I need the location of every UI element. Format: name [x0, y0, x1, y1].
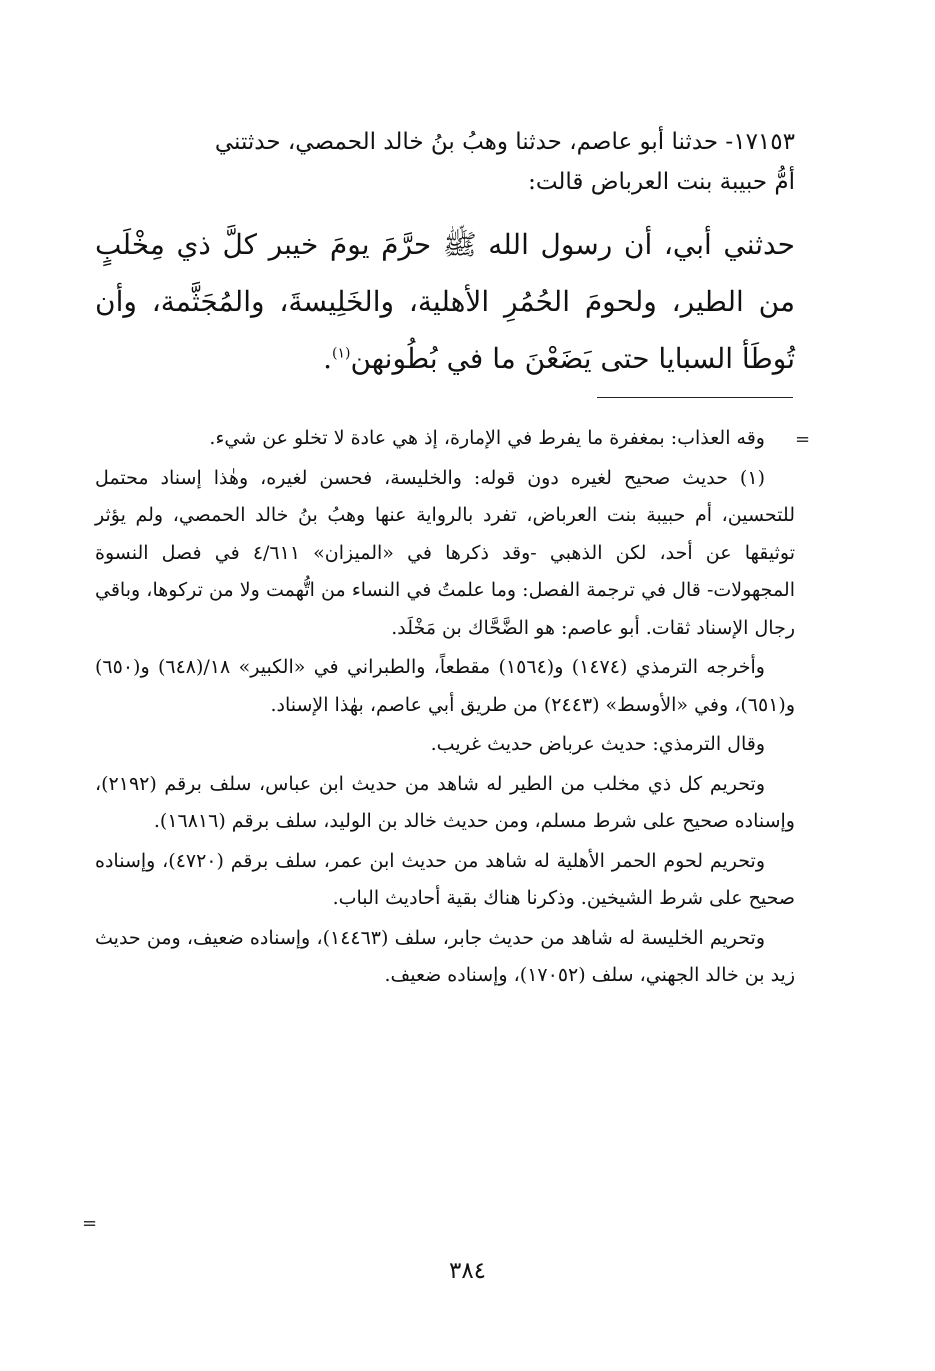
- footnote-shahid-khalisa: وتحريم الخليسة له شاهد من حديث جابر، سلف (١٤٤٦٣)، وإسناده ضعيف، ومن حديث زيد بن خالد الجهني، سلف (١٧٠٥٢)، وإسناده ضعيف.: [95, 926, 795, 986]
- footnote-continuation: وقه العذاب: بمغفرة ما يفرط في الإمارة، إذ هي عادة لا تخلو عن شيء.: [209, 427, 765, 449]
- footnote-1: (١) حديث صحيح لغيره دون قوله: والخليسة، فحسن لغيره، وهٰذا إسناد محتمل للتحسين، أم حبيبة بنت العرباض، تفرد بالرواية عنها وهبُ بنُ خالد الحمصي، ولم يؤثر توثيقها عن أحد، لكن الذهبي -وقد ذكرها في «الميزان» ٤/٦١١ في فصل النسوة المجهولات- قال في ترجمة الفصل: وما علمتُ في النساء من اتُّهمت ولا من تركوها، وباقي رجال الإسناد ثقات. أبو عاصم: هو الضَّحَّاك بن مَخْلَد.: [95, 466, 795, 639]
- hadith-isnad: [95, 122, 795, 202]
- page-number: ٣٨٤: [448, 1258, 487, 1284]
- continuation-mark-top: =: [795, 429, 811, 450]
- continuation-mark-bottom: =: [82, 1213, 98, 1234]
- footnote-tirmidhi: وقال الترمذي: حديث عرباض حديث غريب.: [430, 733, 765, 755]
- footnote-takhrij: وأخرجه الترمذي (١٤٧٤) و(١٥٦٤) مقطعاً، والطبراني في «الكبير» ١٨/(٦٤٨) و(٦٥٠) و(٦٥١)، وفي «الأوسط» (٢٤٤٣) من طريق أبي عاصم، بهٰذا الإسناد.: [95, 656, 795, 716]
- footnotes-section: [95, 420, 795, 997]
- footnote-reference: (١): [331, 345, 351, 362]
- isnad-line-2: أمُّ حبيبة بنت العرباض قالت:: [528, 169, 795, 195]
- matn-paragraph: حدثني أبي، أن رسول الله ﷺ حرَّمَ يومَ خيبر كلَّ ذي مِخْلَبٍ من الطير، ولحومَ الحُمُرِ الأهلية، والخَلِيسةَ، والمُجَثَّمة، وأن تُوطَأ السبايا حتى يَضَعْنَ ما في بُطُونهن$^{(١)}$.: [95, 228, 795, 375]
- hadith-matn: [95, 216, 795, 387]
- footnote-shahid-donkeys: وتحريم لحوم الحمر الأهلية له شاهد من حديث ابن عمر، سلف برقم (٤٧٢٠)، وإسناده صحيح على شرط الشيخين. وذكرنا هناك بقية أحاديث الباب.: [95, 849, 795, 909]
- matn-text: حدثني أبي، أن رسول الله ﷺ حرَّمَ يومَ خيبر كلَّ ذي مِخْلَبٍ من الطير، ولحومَ الحُمُرِ الأهلية، والخَلِيسةَ، والمُجَثَّمة، وأن تُوطَأ السبايا حتى يَضَعْنَ ما في بُطُونهن: [95, 228, 795, 375]
- footnote-shahid-birds: وتحريم كل ذي مخلب من الطير له شاهد من حديث ابن عباس، سلف برقم (٢١٩٢)، وإسناده صحيح على شرط مسلم، ومن حديث خالد بن الوليد، سلف برقم (١٦٨١٦).: [95, 772, 795, 832]
- isnad-line-1: ١٧١٥٣- حدثنا أبو عاصم، حدثنا وهبُ بنُ خالد الحمصي، حدثتني: [214, 129, 795, 155]
- footnote-separator: [597, 397, 793, 398]
